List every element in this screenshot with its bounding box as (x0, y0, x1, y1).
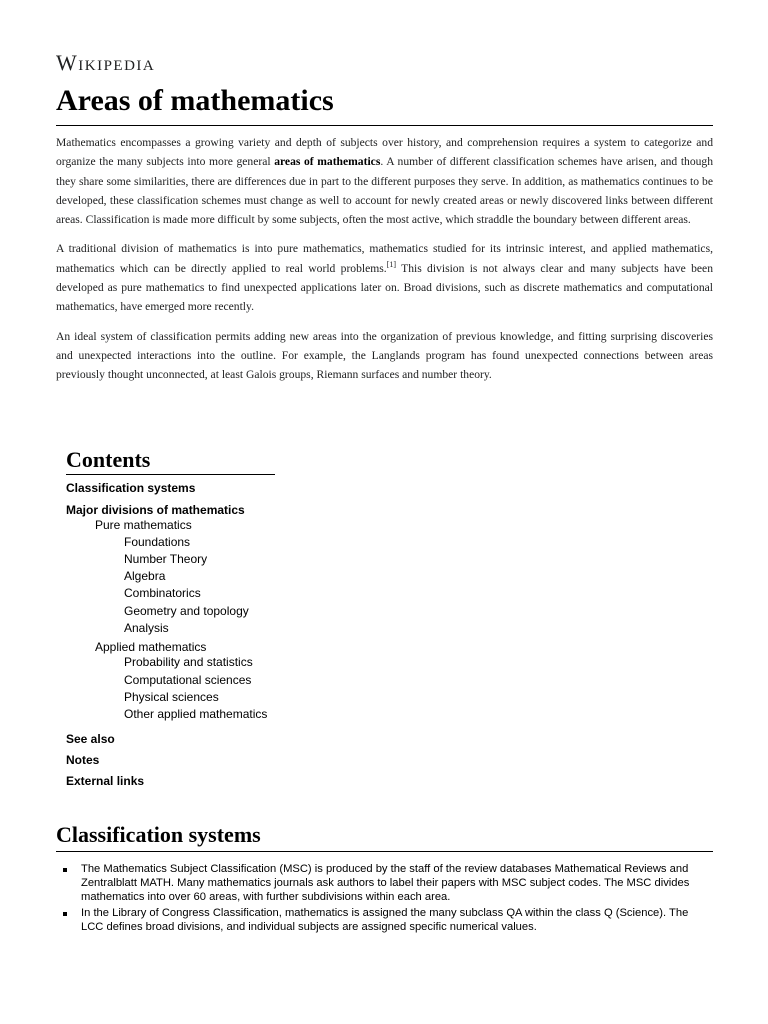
toc-title: Contents (66, 447, 151, 472)
toc-item[interactable]: Other applied mathematics (124, 707, 268, 721)
toc-item[interactable]: External links (66, 774, 145, 788)
toc-item[interactable]: Computational sciences (124, 673, 252, 687)
toc-item[interactable]: Probability and statistics (124, 655, 253, 669)
toc-item[interactable]: See also (66, 732, 115, 746)
toc-divider (66, 474, 275, 475)
toc-item[interactable]: Algebra (124, 569, 166, 583)
toc-item[interactable]: Analysis (124, 621, 169, 635)
bullet-icon (63, 868, 67, 872)
toc-item[interactable]: Combinatorics (124, 586, 201, 600)
list-item: In the Library of Congress Classification, mathematics is assigned the many subclass QA within the class Q (Science). The LCC defines broad divisions, and individual subjects are assigned specific numerical values. (56, 906, 713, 934)
intro-paragraph-2: A traditional division of mathematics is into pure mathematics, mathematics studied for its intrinsic interest, and applied mathematics, mathematics which can be directly applied to real world problems.[1] This division is not always clear and many subjects have been developed as pure mathematics to find unexpected applications later on. Broad divisions, such as discrete mathematics and computational mathematics, have emerged more recently. (56, 242, 713, 314)
toc-item[interactable]: Geometry and topology (124, 604, 249, 618)
bullet-icon (63, 912, 67, 916)
toc-item[interactable]: Applied mathematics (95, 640, 207, 654)
reference-link[interactable]: [1] (386, 259, 397, 269)
title-divider (56, 125, 713, 126)
section-divider (56, 851, 713, 852)
bold-term: areas of mathematics (274, 155, 381, 169)
toc-item[interactable]: Physical sciences (124, 690, 219, 704)
table-of-contents (66, 447, 286, 788)
toc-item[interactable]: Notes (66, 753, 100, 767)
intro-text (56, 133, 713, 395)
toc-item[interactable]: Number Theory (124, 552, 208, 566)
list-item: The Mathematics Subject Classification (MSC) is produced by the staff of the review databases Mathematical Reviews and Zentralblatt MATH. Many mathematics journals ask authors to label their papers with MSC subject codes. The MSC divides mathematics into over 60 areas, with further subdivisions within each area. (56, 862, 713, 905)
intro-paragraph-3: An ideal system of classification permits adding new areas into the organization of previous knowledge, and fitting surprising discoveries and unexpected interactions into the outline. For example, the Langlands program has found unexpected connections between areas previously thought unconnected, at least Galois groups, Riemann surfaces and number theory. (56, 329, 713, 382)
section-heading: Classification systems (56, 822, 261, 847)
classification-list (56, 862, 713, 935)
intro-paragraph-1: Mathematics encompasses a growing variety and depth of subjects over history, and comprehension requires a system to categorize and organize the many subjects into more general areas of mathematics. A number of different classification schemes have arisen, and though they share some similarities, there are differences due in part to the different purposes they serve. In addition, as mathematics continues to be developed, these classification schemes must change as well to account for newly created areas or newly discovered links between different areas. Classification is made more difficult by some subjects, often the most active, which straddle the boundary between different areas. (56, 136, 714, 227)
toc-item[interactable]: Classification systems (66, 481, 196, 495)
wikipedia-logo[interactable]: Wikipedia (56, 50, 156, 75)
page-title: Areas of mathematics (56, 84, 334, 117)
toc-item[interactable]: Major divisions of mathematics (66, 503, 245, 517)
toc-item[interactable]: Pure mathematics (95, 518, 192, 532)
toc-item[interactable]: Foundations (124, 535, 191, 549)
